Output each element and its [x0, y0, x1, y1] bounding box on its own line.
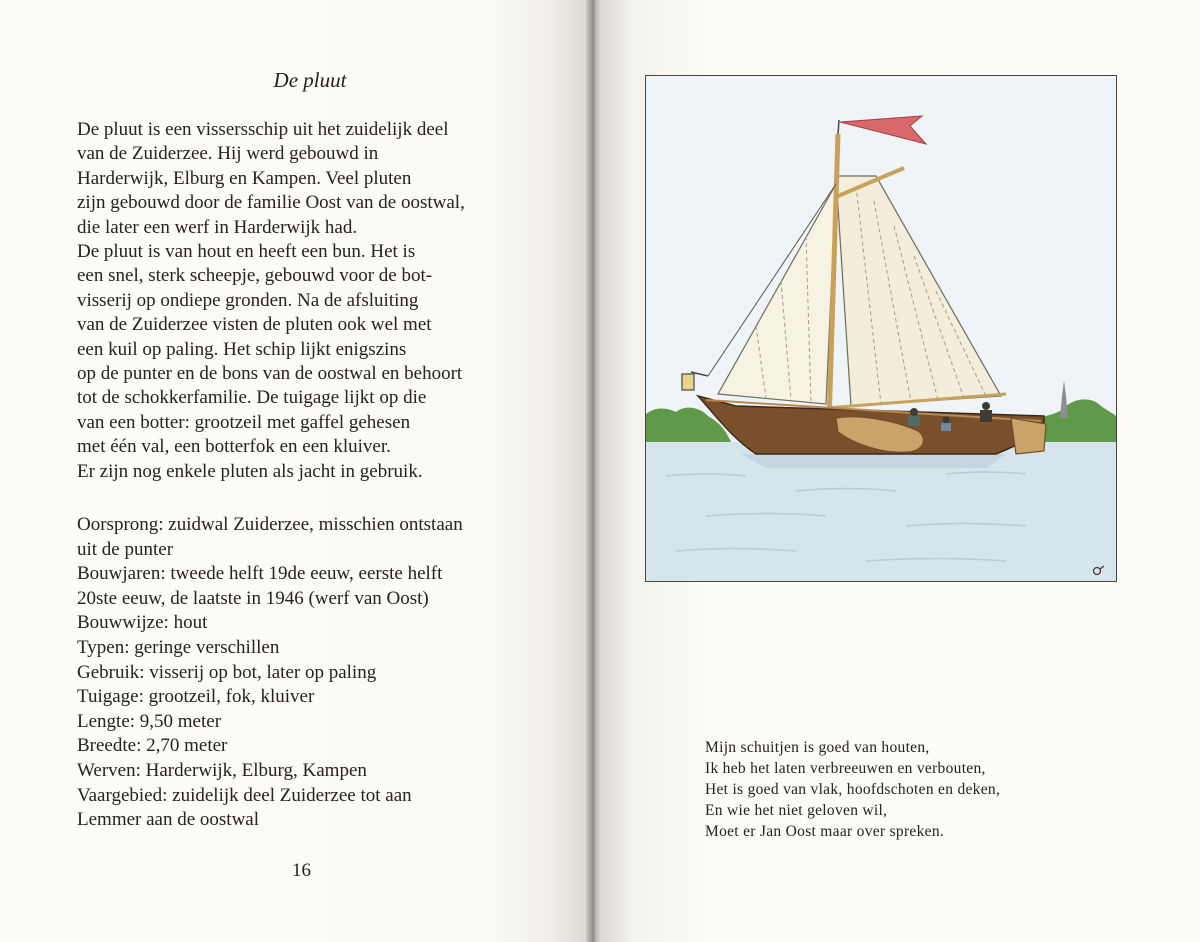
text-line: met één val, een botterfok en een kluiver. — [77, 436, 391, 458]
text-line: De pluut is van hout en heeft een bun. Het is — [77, 241, 416, 263]
pluut-boat-drawing — [646, 76, 1116, 581]
text-line: van een botter: grootzeil met gaffel gehesen — [77, 411, 411, 433]
right-page — [600, 0, 1200, 942]
page-title: De pluut — [273, 68, 347, 92]
poem-line: Mijn schuitjen is goed van houten, — [705, 739, 930, 756]
fact-line: 20ste eeuw, de laatste in 1946 (werf van Oost) — [77, 587, 429, 609]
poem-line: En wie het niet geloven wil, — [705, 802, 888, 819]
fact-line: Lengte: 9,50 meter — [77, 710, 222, 732]
poem-line: Moet er Jan Oost maar over spreken. — [705, 823, 945, 840]
text-line: die later een werf in Harderwijk had. — [77, 216, 358, 238]
fact-line: Oorsprong: zuidwal Zuiderzee, misschien ontstaan — [77, 514, 463, 535]
fact-line: Bouwjaren: tweede helft 19de eeuw, eerste helft — [77, 563, 443, 585]
fact-line: Bouwwijze: hout — [77, 612, 208, 634]
text-line: van de Zuiderzee. Hij werd gebouwd in — [77, 143, 379, 165]
text-line: op de punter en de bons van de oostwal en behoort — [77, 363, 463, 385]
boat-illustration — [645, 75, 1117, 582]
poem-line: Ik heb het laten verbreeuwen en verbouten, — [705, 760, 986, 777]
poem — [705, 737, 1145, 842]
fact-line: Lemmer aan de oostwal — [77, 809, 260, 831]
text-line: Er zijn nog enkele pluten als jacht in gebruik. — [77, 460, 423, 482]
fact-line: Typen: geringe verschillen — [77, 636, 280, 658]
fact-line: Tuigage: grootzeil, fok, kluiver — [77, 686, 315, 708]
text-line: De pluut is een vissersschip uit het zuidelijk deel — [77, 119, 449, 140]
text-line: een snel, sterk scheepje, gebouwd voor de bot- — [77, 265, 433, 287]
page-number: 16 — [292, 860, 311, 881]
poem-line: Het is goed van vlak, hoofdschoten en deken, — [705, 781, 1001, 798]
fact-line: Werven: Harderwijk, Elburg, Kampen — [77, 759, 367, 781]
boat-reflection — [741, 454, 1006, 468]
facts-list — [77, 513, 557, 833]
text-line: een kuil op paling. Het schip lijkt enigszins — [77, 338, 407, 360]
fact-line: Breedte: 2,70 meter — [77, 735, 228, 757]
left-page — [0, 0, 592, 942]
rudder — [1011, 418, 1046, 454]
fact-line: Gebruik: visserij op bot, later op paling — [77, 661, 377, 683]
fact-line: uit de punter — [77, 538, 174, 560]
text-line: Harderwijk, Elburg en Kampen. Veel pluten — [77, 167, 412, 189]
text-line: zijn gebouwd door de familie Oost van de oostwal, — [77, 192, 465, 214]
text-line: visserij op ondiepe gronden. Na de afsluiting — [77, 289, 419, 311]
fact-line: Vaargebied: zuidelijk deel Zuiderzee tot aan — [77, 784, 412, 806]
text-line: tot de schokkerfamilie. De tuigage lijkt op die — [77, 387, 427, 409]
description-text — [77, 118, 557, 484]
text-line: van de Zuiderzee visten de pluten ook wel met — [77, 314, 432, 336]
